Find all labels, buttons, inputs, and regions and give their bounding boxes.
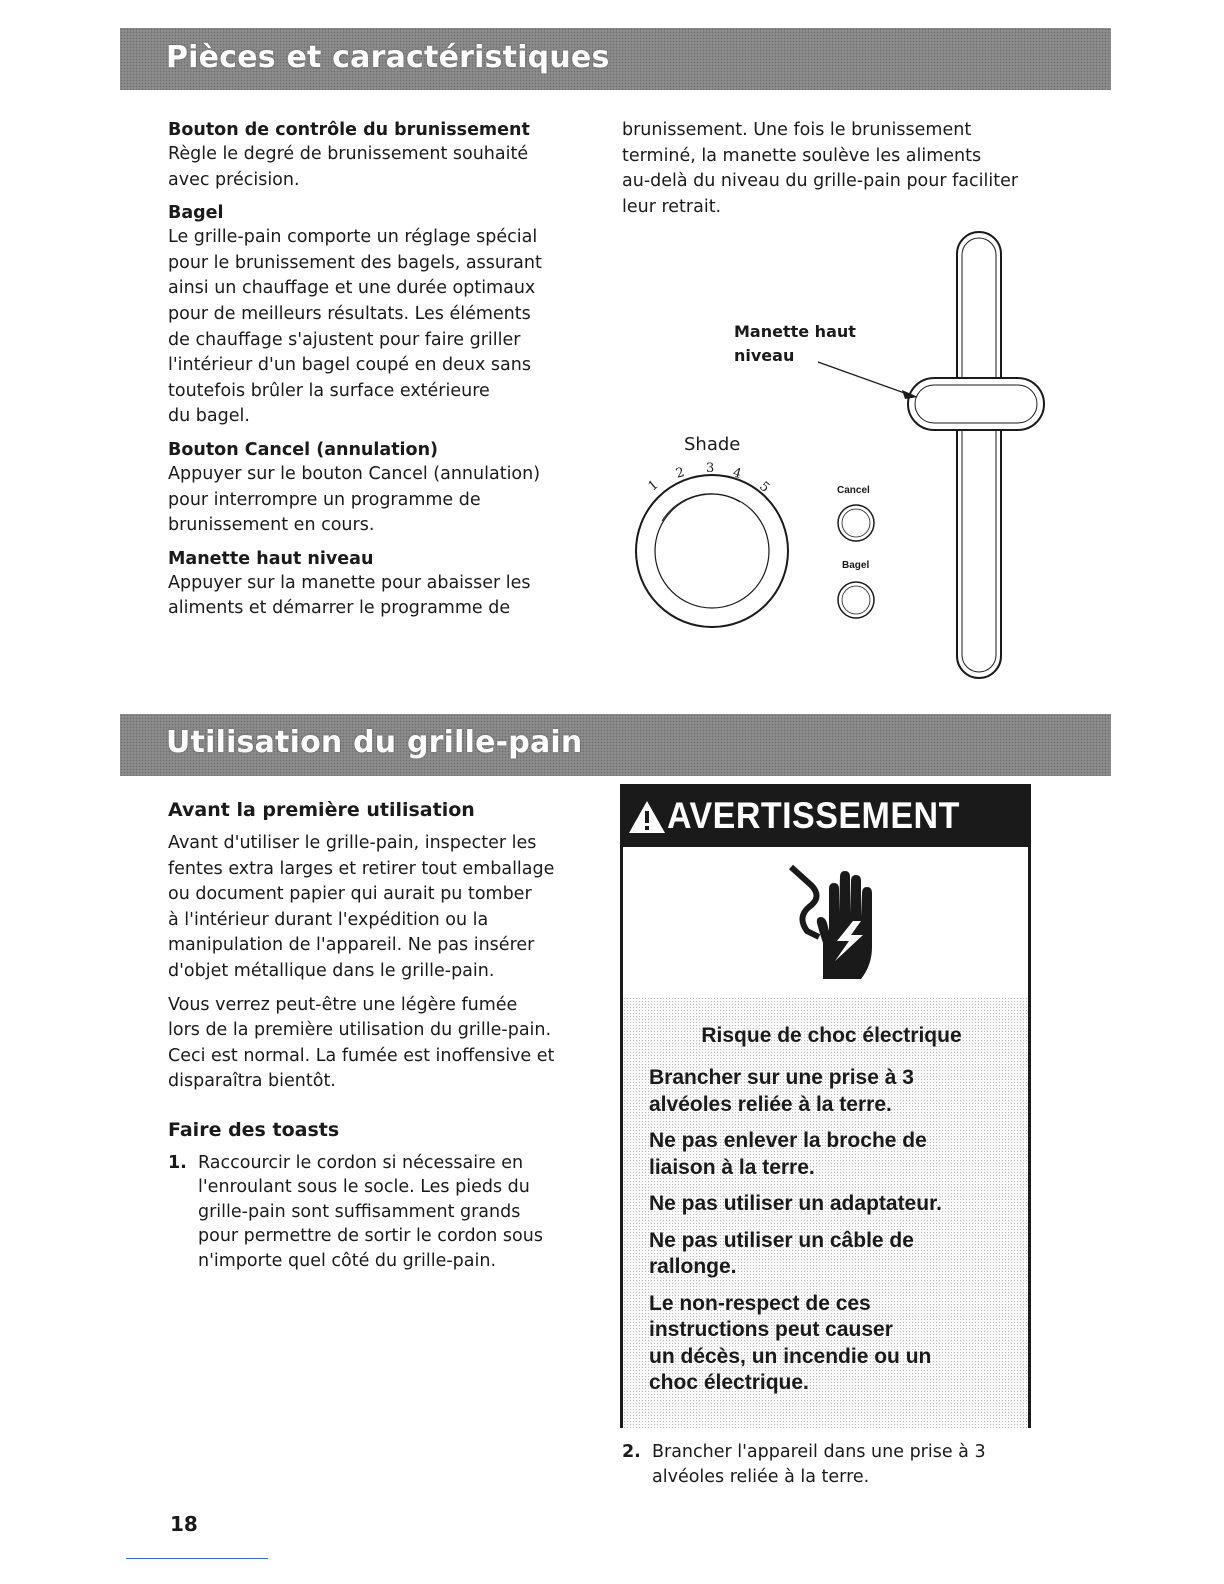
lever-text-continued: brunissement. Une fois le brunissement terminé, la manette soulève les aliments au-delà du niveau du grille-pain pour faciliter leur retrait. [622,120,1019,217]
first-use-heading: Avant la première utilisation [168,799,475,821]
browning-heading: Bouton de contrôle du brunissement [168,120,530,140]
warning-box [620,784,1031,1428]
warning-subtitle: Risque de choc électrique [701,1024,962,1047]
lever-label-line2: niveau [734,346,795,365]
parts-right-column [622,118,1062,228]
dial-number-1: 1 [645,477,662,495]
step-number: 2. [622,1442,641,1462]
electric-shock-hand-icon [783,861,883,981]
lever-heading: Manette haut niveau [168,548,374,569]
dial-number-5: 5 [756,478,773,496]
warning-header [623,787,1028,847]
warning-line-1: Brancher sur une prise à 3 alvéoles reliée à la terre. [649,1066,914,1116]
bagel-button-diagram [838,582,874,618]
bagel-button-label: Bagel [842,560,870,571]
step-number: 1. [168,1152,187,1173]
warning-line-2: Ne pas enlever la broche de liaison à la terre. [649,1129,927,1179]
toaster-control-diagram [620,225,1060,685]
shade-dial [636,475,788,627]
lever-text: Appuyer sur la manette pour abaisser les aliments et démarrer le programme de [168,572,531,619]
warning-title: AVERTISSEMENT [667,795,960,836]
cancel-text: Appuyer sur le bouton Cancel (annulation) pour interrompre un programme de brunissement en cours. [168,463,541,536]
section-title-parts: Pièces et caractéristiques [166,40,610,75]
footer-rule [126,1558,268,1559]
toast-step-2 [622,1440,1072,1489]
warning-line-5: Le non-respect de ces instructions peut causer un décès, un incendie ou un choc électrique. [649,1291,932,1394]
section-banner-parts [120,28,1111,90]
warning-line-3: Ne pas utiliser un adaptateur. [649,1192,942,1215]
lever-label-line1: Manette haut [734,322,856,341]
warning-text [649,1023,1014,1407]
cancel-heading: Bouton Cancel (annulation) [168,439,439,460]
browning-text: Règle le degré de brunissement souhaité avec précision. [168,144,529,190]
dial-number-2: 2 [674,465,687,482]
cancel-button-label: Cancel [837,485,870,496]
warning-triangle-icon [627,799,667,835]
first-use-paragraph-2: Vous verrez peut-être une légère fumée lors de la première utilisation du grille-pain. Ceci est normal. La fumée est inoffensive et disparaîtra bientôt. [168,994,555,1092]
shade-label: Shade [684,434,741,455]
dial-number-4: 4 [731,465,743,483]
toast-heading: Faire des toasts [168,1118,340,1141]
parts-left-column [168,118,588,630]
step-text: Brancher l'appareil dans une prise à 3 alvéoles reliée à la terre. [652,1442,986,1487]
dial-number-3: 3 [706,461,715,476]
bagel-heading: Bagel [168,203,224,224]
warning-line-4: Ne pas utiliser un câble de rallonge. [649,1228,914,1278]
section-title-usage: Utilisation du grille-pain [166,725,583,760]
cancel-button-diagram [838,505,874,541]
section-banner-usage [120,714,1111,776]
first-use-paragraph-1: Avant d'utiliser le grille-pain, inspecter les fentes extra larges et retirer tout emballage ou document papier qui aurait pu tomber à l'intérieur durant l'expédition ou la manipulation de l'appareil. Ne pas insérer d'objet métallique dans le grille-pain. [168,833,555,981]
step-text: Raccourcir le cordon si nécessaire en l'enroulant sous le socle. Les pieds du grille-pain sont suffisamment grands pour permettre de sortir le cordon sous n'importe quel côté du grille-pain. [198,1152,543,1271]
warning-icon-area [623,847,1028,1000]
page-number: 18 [170,1512,198,1536]
usage-left-column [168,797,588,1281]
toast-step-1 [168,1151,588,1274]
lever-slot [957,232,1001,678]
bagel-text: Le grille-pain comporte un réglage spécial pour le brunissement des bagels, assurant ainsi un chauffage et une durée optimaux pour de meilleurs résultats. Les éléments de chauffage s'ajustent pour faire griller l'intérieur d'un bagel coupé en deux sans toutefois brûler la surface extérieure du bagel. [168,227,542,427]
